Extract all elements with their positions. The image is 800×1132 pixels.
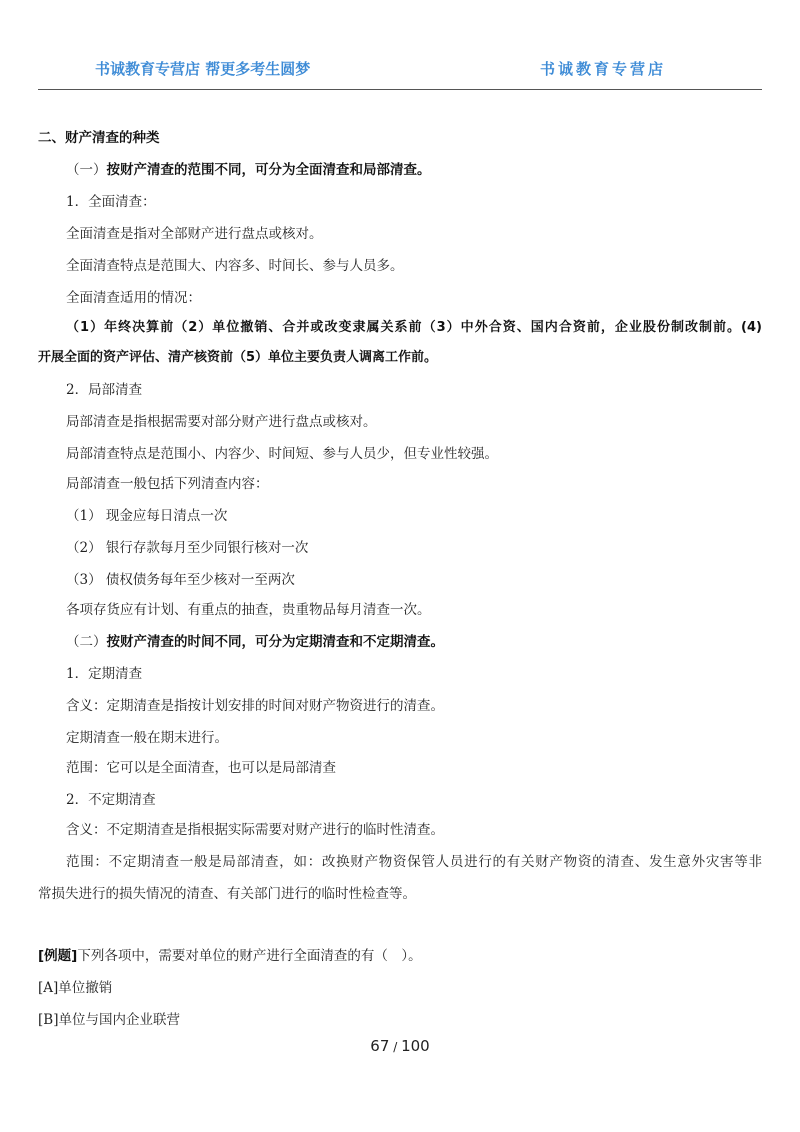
header-store-slogan: 书诚教育专营店 帮更多考生圆梦 bbox=[95, 60, 311, 78]
partial-check-definition: 局部清查是指根据需要对部分财产进行盘点或核对。 bbox=[66, 414, 377, 430]
option-b: [B]单位与国内企业联营 bbox=[38, 1012, 180, 1028]
regular-check-definition: 含义：定期清查是指按计划安排的时间对财产物资进行的清查。 bbox=[66, 698, 444, 714]
subsection-1-text: 按财产清查的范围不同，可分为全面清查和局部清查。 bbox=[106, 162, 431, 178]
full-check-definition: 全面清查是指对全部财产进行盘点或核对。 bbox=[66, 226, 323, 242]
example-question bbox=[38, 947, 422, 965]
page-total: 100 bbox=[401, 1037, 430, 1055]
partial-item-1: （1） 现金应每日清点一次 bbox=[66, 508, 228, 524]
partial-item-2: （2） 银行存款每月至少同银行核对一次 bbox=[66, 540, 309, 556]
full-check-apply: 全面清查适用的情况： bbox=[66, 290, 201, 306]
option-a: [A]单位撤销 bbox=[38, 980, 113, 996]
irregular-check-title: 2．不定期清查 bbox=[66, 792, 156, 808]
regular-check-title: 1．定期清查 bbox=[66, 666, 143, 682]
partial-item-3: （3） 债权债务每年至少核对一至两次 bbox=[66, 572, 295, 588]
regular-check-time: 定期清查一般在期末进行。 bbox=[66, 730, 228, 746]
subsection-1-prefix: （一） bbox=[66, 162, 107, 178]
full-check-cases-line2: 开展全面的资产评估、清产核资前（5）单位主要负责人调离工作前。 bbox=[38, 350, 438, 365]
partial-inventory: 各项存货应有计划、有重点的抽查，贵重物品每月清查一次。 bbox=[66, 602, 431, 618]
full-check-feature: 全面清查特点是范围大、内容多、时间长、参与人员多。 bbox=[66, 258, 404, 274]
page-separator: / bbox=[389, 1040, 402, 1054]
header-store-name: 书诚教育专营店 bbox=[540, 60, 667, 78]
irregular-check-scope-line1: 范围：不定期清查一般是局部清查，如：改换财产物资保管人员进行的有关财产物资的清查、发生意外灾害等非 bbox=[66, 854, 762, 870]
full-check-title: 1．全面清查： bbox=[66, 194, 156, 210]
partial-check-title: 2．局部清查 bbox=[66, 382, 143, 398]
partial-check-feature: 局部清查特点是范围小、内容少、时间短、参与人员少，但专业性较强。 bbox=[66, 446, 498, 462]
subsection-2-text: 按财产清查的时间不同，可分为定期清查和不定期清查。 bbox=[106, 634, 444, 650]
subsection-2-heading bbox=[66, 633, 444, 651]
irregular-check-definition: 含义：不定期清查是指根据实际需要对财产进行的临时性清查。 bbox=[66, 822, 444, 838]
subsection-2-prefix: （二） bbox=[66, 634, 107, 650]
partial-check-include: 局部清查一般包括下列清查内容： bbox=[66, 476, 269, 492]
example-label: [例题] bbox=[38, 948, 78, 964]
section-title: 二、财产清查的种类 bbox=[38, 130, 160, 146]
example-question-text: 下列各项中，需要对单位的财产进行全面清查的有（ ）。 bbox=[77, 948, 422, 964]
irregular-check-scope-line2: 常损失进行的损失情况的清查、有关部门进行的临时性检查等。 bbox=[38, 886, 416, 902]
full-check-cases-line1: （1）年终决算前（2）单位撤销、合并或改变隶属关系前（3）中外合资、国内合资前，企业股份制改制前。(4) bbox=[66, 320, 762, 335]
header-divider bbox=[38, 89, 762, 90]
regular-check-scope: 范围：它可以是全面清查，也可以是局部清查 bbox=[66, 760, 336, 776]
page-current: 67 bbox=[370, 1037, 390, 1055]
subsection-1-heading bbox=[66, 161, 431, 179]
page-number bbox=[0, 1037, 800, 1055]
